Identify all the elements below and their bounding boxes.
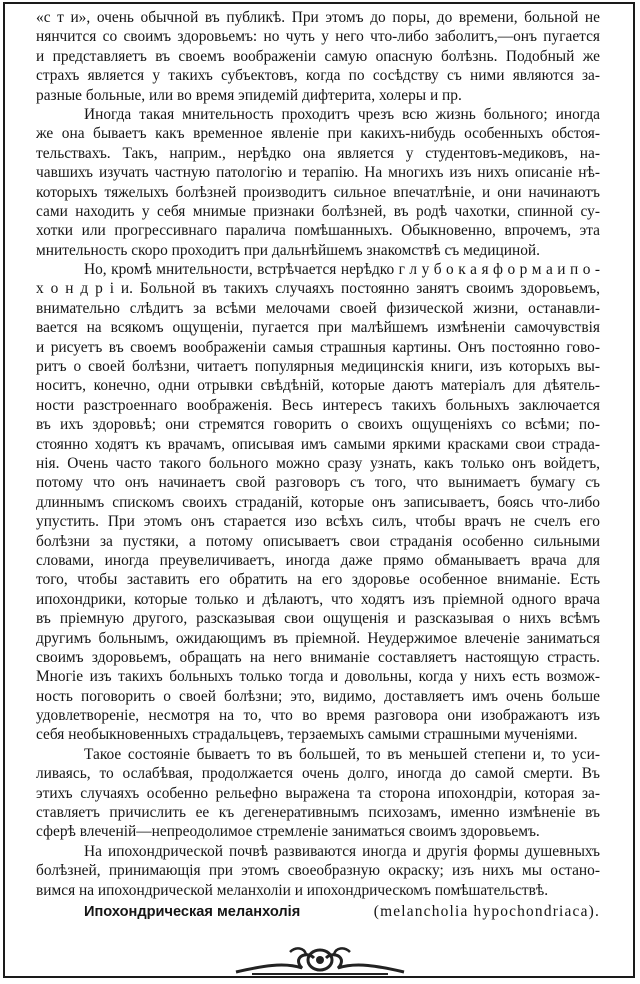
section-heading-title: Ипохондрическая меланхолія [84,903,301,920]
text-line: Иногда такая мнительность проходитъ чрезъ всю жизнь больного; иногда [84,105,600,123]
text-line: ность поговорить о своей болѣзни; это, видимо, доставляетъ имъ очень больше [36,687,600,705]
text-line: тельствахъ. Такъ, наприм., нерѣдко она является у студентовъ-медиковъ, на- [36,144,600,162]
text-line: болѣзни за пустяки, а потому описываетъ свои страданія особенно сильными [36,532,600,550]
text-line: Такое состояніе бываетъ то въ большей, то въ меньшей степени и, то уси- [84,745,600,763]
text-line: въ ихъ здоровьѣ; они стремятся говорить о своихъ ощущеніяхъ со всѣми; по- [36,416,600,434]
text-line: ритъ о своей болѣзни, читаетъ популярныя медицинскія книги, изъ которыхъ вы- [36,358,600,376]
text-line: внимательно слѣдитъ за всѣми мелочами своей физической жизни, останавли- [36,299,600,317]
text-line: сами находить у себя мнимые признаки болѣзней, въ родѣ чахотки, спинной су- [36,202,600,220]
text-line: разные больные, или во время эпидемій дифтерита, холеры и пр. [36,86,462,104]
text-line: потому что онъ начинаетъ свой разговоръ съ того, что вынимаетъ бумагу съ [36,474,600,492]
text-line: въ пріемную другого, разсказывая свои ощущенія и разсказывая о нихъ всѣмъ [36,610,600,628]
section-heading [36,902,600,921]
text-line: Многіе изъ такихъ больныхъ только тогда и довольны, когда у нихъ есть возмож- [36,668,600,686]
text-line: того, чтобы заставить его обратить на его здоровье особенное вниманіе. Есть [36,571,600,589]
text-line: себя необыкновенныхъ страдальцевъ, терзаемыхъ самыми страшными мученіями. [36,726,578,744]
text-line: ности разстроеннаго воображенія. Весь интересъ такихъ больныхъ заключается [36,396,600,414]
text-line: этихъ случаяхъ особенно рельефно выражена та сторона ипохондріи, которая за- [36,784,600,802]
text-line: упустить. При этомъ онъ старается изо всѣхъ силъ, чтобы врачъ не счелъ его [36,513,600,531]
text-line: вимся на ипохондрической меланхоліи и ипохондрическомъ помѣшательствѣ. [36,881,549,899]
text-line: сферѣ влеченій—непреодолимое стремленіе заниматься своимъ здоровьемъ. [36,823,540,841]
text-line: и представляетъ въ своемъ воображеніи самую опасную болѣзнь. Подобный же [36,47,600,65]
text-line: словами, иногда преувеличиваетъ, иногда даже прямо обманываетъ врача для [36,551,600,569]
section-heading-latin: (melancholia hypochondriaca). [373,902,600,920]
text-line: ставляетъ причислить ее къ дегенеративнымъ психозамъ, именно измѣненіе въ [36,804,600,822]
ornament-icon [232,944,408,978]
text-line: «с т и», очень обычной въ публикѣ. При этомъ до поры, до времени, больной не [36,9,600,26]
book-page-text [36,8,600,921]
text-line: удовлетвореніе, несмотря на то, что во время разговора они изображаютъ изъ [36,707,600,725]
text-line: своимъ здоровьемъ, обращать на него вниманіе составляетъ настоящую страсть. [36,648,600,666]
text-line: Но, кромѣ мнительности, встрѣчается нерѣдко г л у б о к а я ф о р м а и п о - [84,261,600,279]
text-line: болѣзней, принимающія при этомъ своеобразную окраску; изъ нихъ мы остано- [36,862,600,880]
text-line: х о н д р і и. Больной въ такихъ случаяхъ постоянно занятъ своимъ здоровьемъ, [36,280,600,298]
text-line: носитъ, конечно, одни отрывки свѣдѣній, которые даютъ матеріалъ для дѣятель- [36,377,600,395]
text-line: другимъ больнымъ, ожидающимъ въ пріемной. Неудержимое влеченіе заниматься [36,629,600,647]
text-line: нія. Очень часто такого больного можно сразу узнать, какъ только онъ войдетъ, [36,454,600,472]
text-line: мнительность скоро проходитъ при дальнѣйшемъ знакомствѣ съ медициной. [36,241,541,259]
text-line: На ипохондрической почвѣ развиваются иногда и другія формы душевныхъ [84,842,600,860]
text-line: вается на всякомъ ощущеніи, пугается при малѣйшемъ измѣненіи самочувствія [36,319,600,337]
text-line: страхъ является у такихъ субъектовъ, когда по сосѣдству съ ними являются за- [36,67,600,85]
text-line: и рисуетъ въ своемъ воображеніи самыя страшныя картины. Онъ постоянно гово- [36,338,600,356]
text-line: же она бываетъ какъ временное явленіе при какихъ-нибудь особенныхъ обстоя- [36,125,600,143]
text-line: нянчится со своимъ здоровьемъ: но чуть у него что-либо заболитъ,—онъ пугается [36,28,600,46]
text-line: хотки или прогрессивнаго паралича помѣшанныхъ. Обыкновенно, впрочемъ, эта [36,222,600,240]
text-line: стоянно ходятъ къ врачамъ, описывая имъ самыми яркими красками свои страда- [36,435,600,453]
text-line: чавшихъ изучать частную патологію и терапію. На многихъ изъ нихъ описаніе нѣ- [36,164,600,182]
text-line: которыхъ тяжелыхъ болѣзней производитъ сильное впечатлѣніе, и они начинаютъ [36,183,600,201]
text-line: ипохондрики, которые только и дѣлаютъ, что ходятъ изъ пріемной одного врача [36,590,600,608]
text-line: ливаясь, то ослабѣвая, продолжается очень долго, иногда до самой смерти. Въ [36,765,600,783]
text-line: длиннымъ спискомъ своихъ страданій, которые онъ записываетъ, боясь что-либо [36,493,600,511]
